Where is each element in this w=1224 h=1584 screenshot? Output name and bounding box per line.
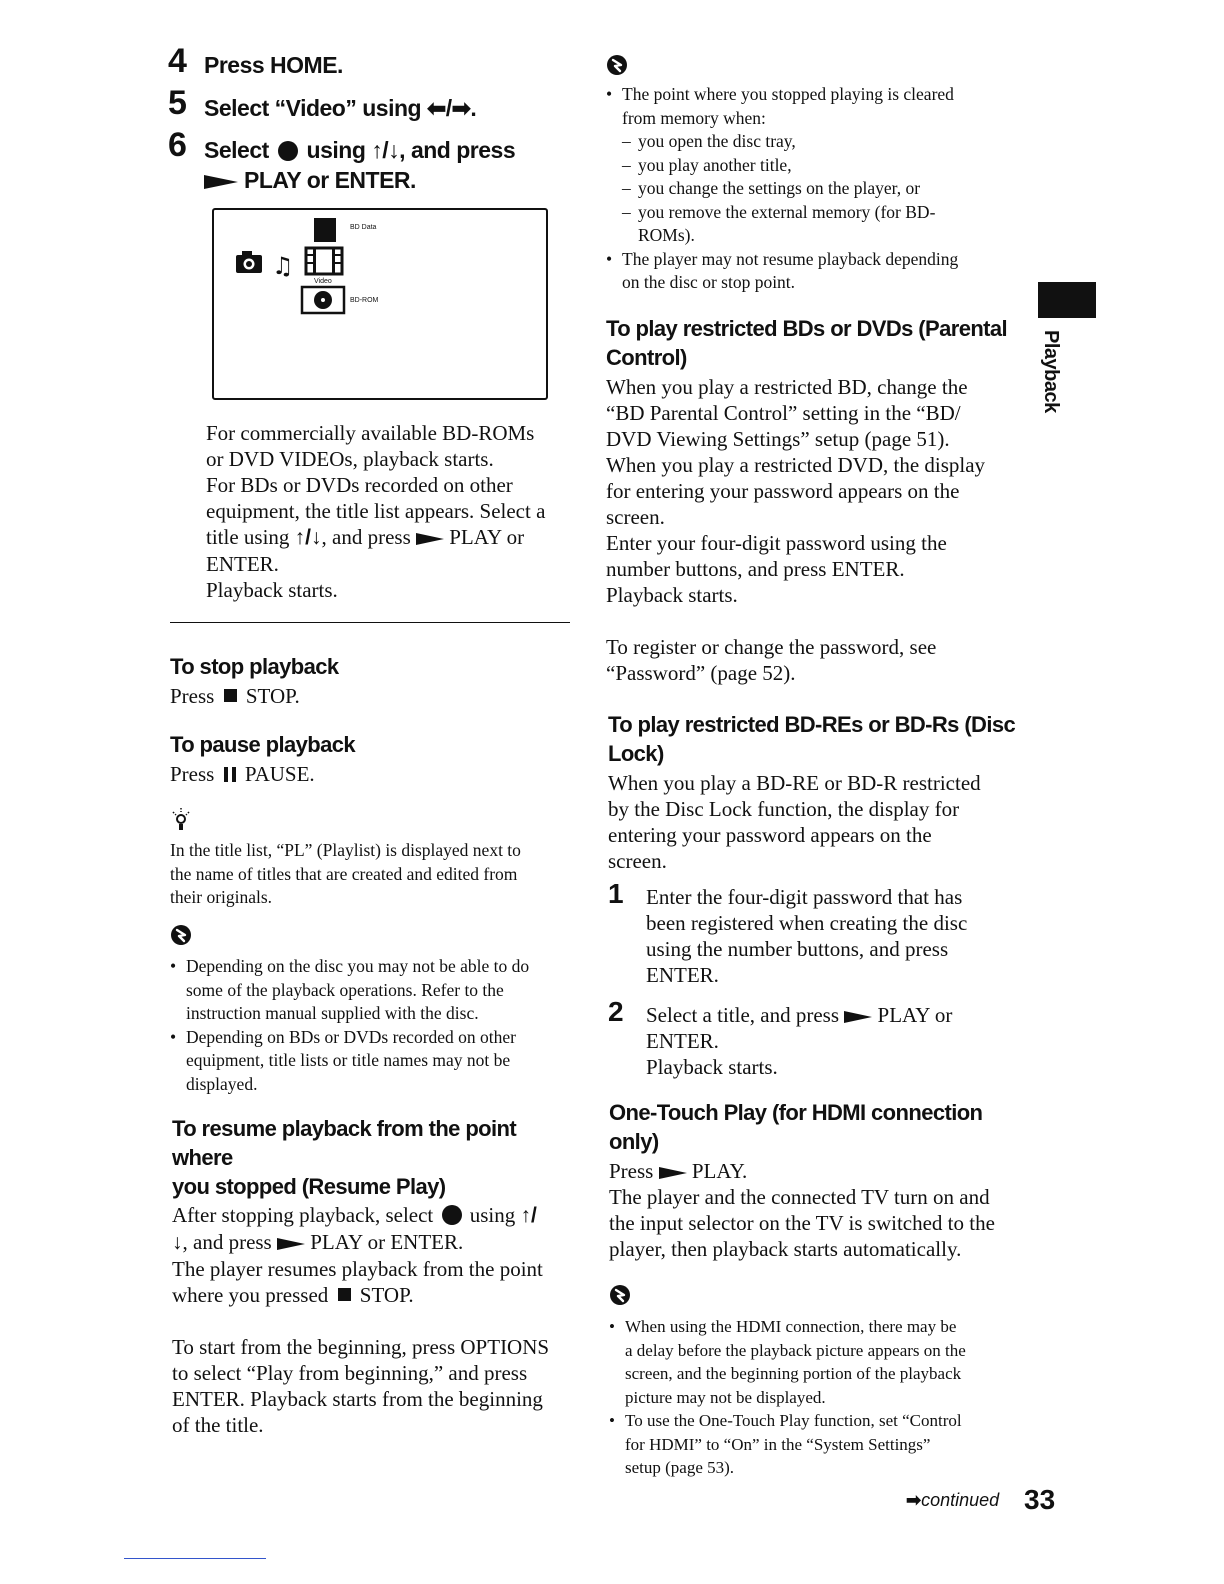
section-heading: To stop playback <box>170 654 339 679</box>
note-item: • The point where you stopped playing is cleared from memory when: – you open the disc tray, – you play another title, – you change the settings on the player, or – you remove the external memory (for BD- ROMs). <box>606 83 1016 248</box>
step-text: Select using ↑/↓, and press <box>204 137 516 163</box>
note-icon <box>606 54 628 76</box>
note-item: • Depending on the disc you may not be able to do some of the playback operations. Refer to the instruction manual supplied with the disc. <box>170 955 580 1026</box>
page-footer <box>906 1484 1056 1520</box>
home-menu-illustration <box>212 208 548 400</box>
section-heading: To pause playback <box>170 732 356 757</box>
step-text: Select “Video” using ⬅/➡. <box>204 95 477 121</box>
page-number: 33 <box>1024 1484 1056 1515</box>
continued-label: continued <box>921 1490 1000 1510</box>
play-icon <box>844 1011 872 1023</box>
note-item: • Depending on BDs or DVDs recorded on other equipment, title lists or title names may not be displayed. <box>170 1026 580 1097</box>
disc-icon <box>278 141 298 161</box>
pause-icon <box>224 767 236 782</box>
note-item: • To use the One-Touch Play function, set “Control for HDMI” to “On” in the “System Settings” setup (page 53). <box>609 1409 1019 1480</box>
stop-icon <box>224 689 237 702</box>
left-right-arrows-icon: ⬅/➡ <box>426 95 471 121</box>
dash-item: – you play another title, <box>622 154 1016 178</box>
video-icon <box>306 248 342 274</box>
step-number: 4 <box>168 42 187 80</box>
step-text-line2: PLAY or ENTER. <box>204 167 416 194</box>
disclock-step-1: 1 Enter the four-digit password that has been registered when creating the disc using the number buttons, and press ENTER. <box>608 878 968 987</box>
side-tab-label: Playback <box>1040 330 1062 413</box>
onetouch-section: One-Touch Play (for HDMI connection only) Press PLAY. The player and the connected TV turn on and the input selector on the TV is switched to the player, then playback starts automatically. <box>609 1098 1019 1262</box>
section-heading-line2: Lock) <box>608 741 664 766</box>
continued-arrow-icon: ➡ <box>906 1490 922 1510</box>
section-heading: To play restricted BD-REs or BD-Rs (Disc <box>608 712 1016 737</box>
step-number: 6 <box>168 126 187 164</box>
note-icon <box>170 924 192 946</box>
play-icon <box>416 533 444 545</box>
side-tab <box>1038 330 1062 420</box>
stop-icon <box>338 1288 351 1301</box>
play-icon <box>659 1167 687 1179</box>
bd-data-label: BD Data <box>350 224 377 231</box>
step-number: 1 <box>608 878 624 909</box>
down-arrow-icon: ↓ <box>172 1231 183 1254</box>
play-icon <box>277 1238 305 1250</box>
bd-rom-icon <box>302 287 344 313</box>
play-icon <box>204 175 238 189</box>
dash-item: – you open the disc tray, <box>622 130 1016 154</box>
up-down-arrows-icon: ↑/↓ <box>294 526 322 549</box>
music-icon: ♫ <box>272 252 294 280</box>
disclock-step-2: 2 Select a title, and press PLAY or ENTER. Playback starts. <box>608 996 953 1079</box>
bd-data-icon <box>314 218 336 242</box>
step-text: Press HOME. <box>204 52 343 78</box>
photo-icon <box>236 251 262 273</box>
note-item: • When using the HDMI connection, there may be a delay before the playback picture appears on the screen, and the beginning portion of the playback picture may not be displayed. <box>609 1315 1019 1409</box>
section-heading-line2: you stopped (Resume Play) <box>172 1174 446 1199</box>
step6-body: For commercially available BD-ROMs or DVD VIDEOs, playback starts. For BDs or DVDs recorded on other equipment, the title list appears. Select a title using ↑/↓, and press PLAY or ENTER. Playback starts. <box>206 421 546 602</box>
section-divider <box>170 622 570 623</box>
section-heading: To play restricted BDs or DVDs (Parental <box>606 316 1008 341</box>
tip-section: In the title list, “PL” (Playlist) is displayed next to the name of titles that are created and edited from their originals. <box>170 806 580 910</box>
note-section-1 <box>170 924 580 1096</box>
section-heading-line2: Control) <box>606 345 687 370</box>
bottom-rule <box>124 1558 266 1559</box>
note-icon <box>609 1284 631 1306</box>
pause-section: To pause playback Press PAUSE. <box>170 730 570 787</box>
step-number: 5 <box>168 84 187 122</box>
dash-item: – you remove the external memory (for BD- <box>622 201 1016 225</box>
video-label: Video <box>314 278 332 285</box>
dash-item-continuation: ROMs). <box>638 225 695 245</box>
stop-section: To stop playback Press STOP. <box>170 652 570 709</box>
note-item: • The player may not resume playback depending on the disc or stop point. <box>606 248 1016 295</box>
disc-icon <box>442 1205 462 1225</box>
side-tab-marker <box>1038 282 1096 318</box>
up-down-arrows-icon: ↑/↓ <box>371 137 400 163</box>
tip-lightbulb-icon <box>170 806 192 832</box>
step-number: 2 <box>608 996 624 1027</box>
bd-rom-label: BD-ROM <box>350 297 379 304</box>
note-section-2 <box>606 54 1016 295</box>
section-heading: One-Touch Play (for HDMI connection <box>609 1100 983 1125</box>
resume-section: To resume playback from the point where you stopped (Resume Play) After stopping playback, select using ↑/ ↓, and press PLAY or ENTER. The player resumes playback from the point where you pressed STOP. To start from the beginning, press OPTIONS to select “Play from beginning,” and press ENTER. Playback starts from the beginning of the title. <box>172 1114 582 1438</box>
note-section-3 <box>609 1284 1019 1480</box>
parental-section: To play restricted BDs or DVDs (Parental Control) When you play a restricted BD, change the “BD Parental Control” setting in the “BD/ DVD Viewing Settings” setup (page 51). When you play a restricted DVD, the display for entering your password appears on the screen. Enter your four-digit password using the number buttons, and press ENTER. Playback starts. To register or change the password, see “Password” (page 52). <box>606 314 1016 686</box>
up-arrow-icon: ↑/ <box>520 1204 537 1227</box>
home-menu-graphic <box>214 210 546 398</box>
disclock-section: To play restricted BD-REs or BD-Rs (Disc Lock) When you play a BD-RE or BD-R restricted by the Disc Lock function, the display for entering your password appears on the screen. 1 Enter the four-digit password that has been registered when creating the disc using the number buttons, and press ENTER. 2 Select a title, and press PLAY or ENTER. Playback starts. <box>608 710 1018 1088</box>
section-heading: To resume playback from the point where <box>172 1116 517 1170</box>
section-heading-line2: only) <box>609 1129 659 1154</box>
dash-item: – you change the settings on the player, or <box>622 177 1016 201</box>
